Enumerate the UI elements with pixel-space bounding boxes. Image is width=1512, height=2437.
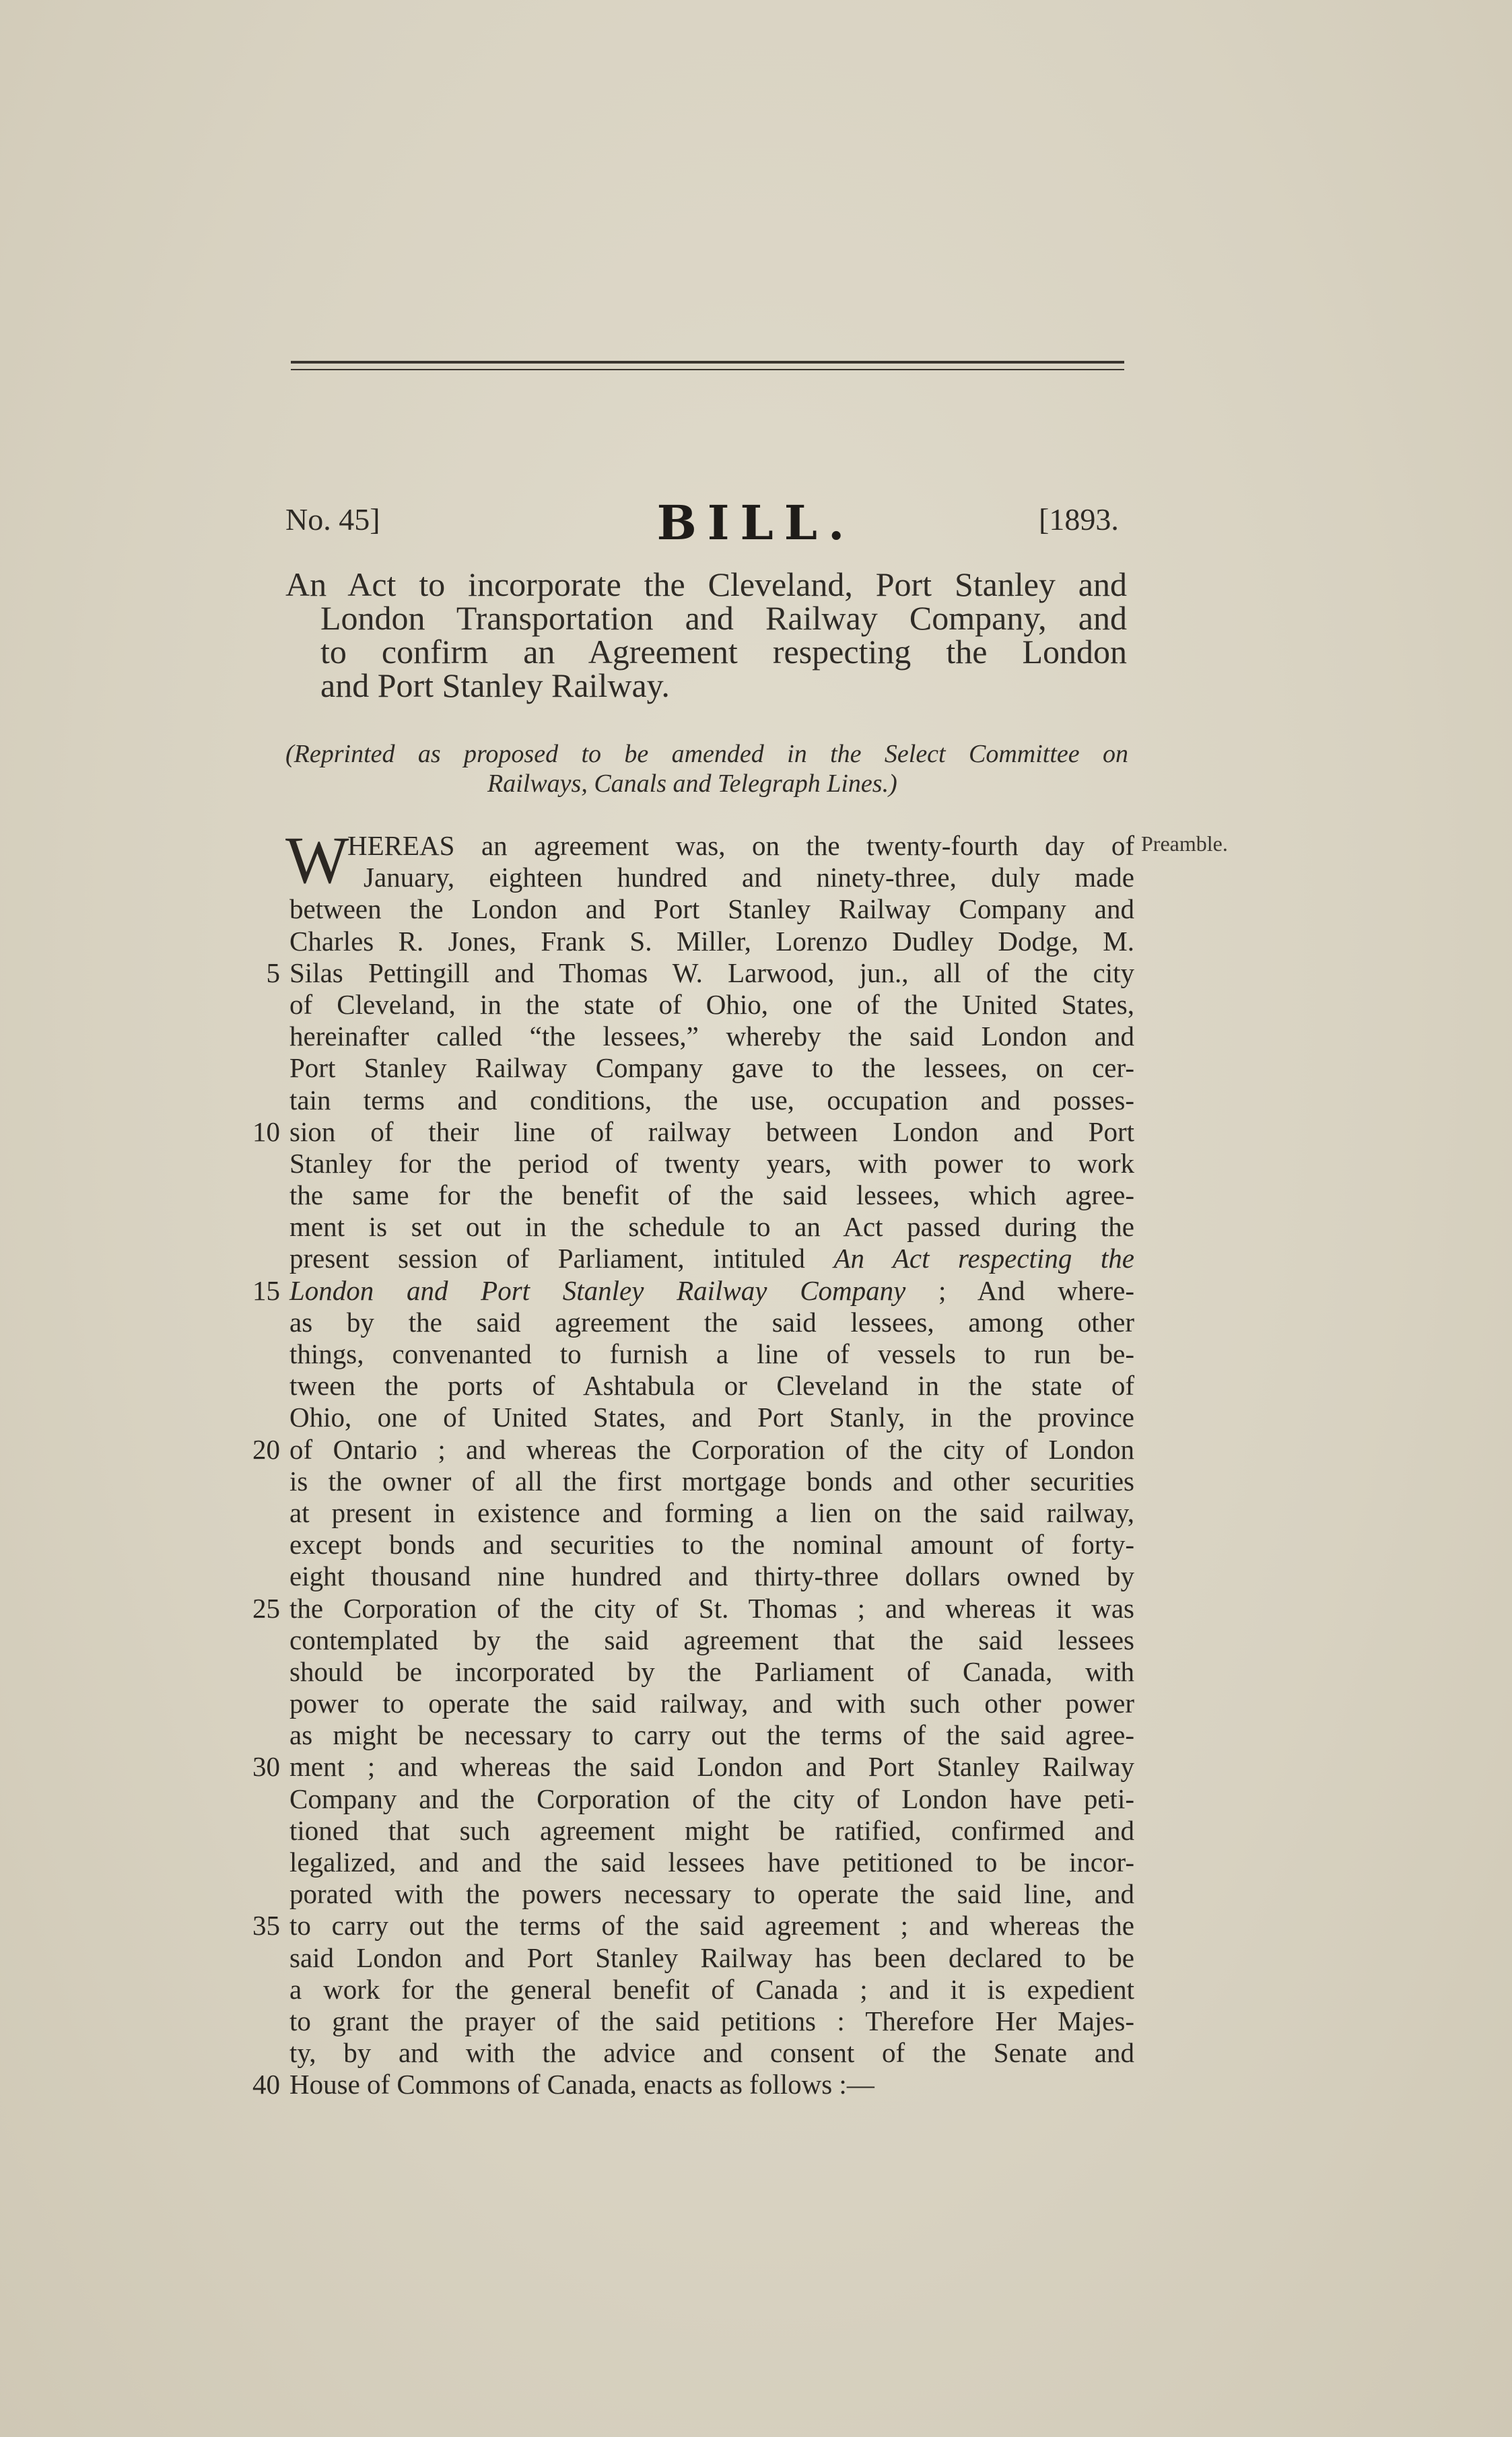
text-line — [252, 1910, 1134, 1942]
text-line-content: the Corporation of the city of St. Thomas ; and whereas it was — [289, 1592, 1134, 1624]
text-line — [252, 1751, 1134, 1783]
text-line: porated with the powers necessary to operate the said line, and — [289, 1878, 1134, 1910]
line-number: 35 — [252, 1910, 280, 1942]
drop-cap: W — [285, 823, 349, 897]
reprint-line: (Reprinted as proposed to be amended in the Select Committee on — [285, 740, 1128, 768]
text-line: as by the said agreement the said lessees, among other — [289, 1306, 1134, 1338]
act-title-line: London Transportation and Railway Company, and — [320, 599, 1127, 637]
text-line: contemplated by the said agreement that the said lessees — [289, 1624, 1134, 1655]
text-line — [266, 957, 1134, 989]
margin-note-preamble: Preamble. — [1141, 831, 1228, 856]
text-line: should be incorporated by the Parliament of Canada, with — [289, 1655, 1134, 1687]
line-number: 25 — [252, 1592, 280, 1624]
act-title — [285, 565, 1127, 704]
bill-heading: BILL. — [656, 495, 856, 551]
reprint-note — [285, 739, 1128, 798]
reprint-line: Railways, Canals and Telegraph Lines.) — [487, 769, 897, 798]
text-line-content: House of Commons of Canada, enacts as follows :— — [289, 2069, 874, 2100]
preamble-text — [252, 823, 1134, 2101]
text-line: tioned that such agreement might be ratified, confirmed and — [289, 1814, 1134, 1846]
text-line: to grant the prayer of the said petitions : Therefore Her Majes- — [289, 2005, 1134, 2036]
bill-number: No. 45] — [285, 502, 380, 537]
line-number: 10 — [252, 1115, 280, 1147]
text-line: hereinafter called “the lessees,” whereby the said London and — [289, 1021, 1134, 1052]
text-line: tween the ports of Ashtabula or Cleveland in the state of — [289, 1370, 1134, 1402]
line-number: 40 — [252, 2069, 280, 2100]
text-line: power to operate the said railway, and with such other power — [289, 1688, 1134, 1719]
text-line: except bonds and securities to the nominal amount of forty- — [289, 1529, 1134, 1560]
text-line: Ohio, one of United States, and Port Stanly, in the province — [289, 1402, 1134, 1433]
text-line-content: of Ontario ; and whereas the Corporation of the city of London — [289, 1433, 1134, 1465]
line-number: 15 — [252, 1274, 280, 1306]
text-line: Port Stanley Railway Company gave to the lessees, on cer- — [289, 1052, 1134, 1084]
text-line-content: present session of Parliament, intituled — [289, 1243, 805, 1274]
line-number: 30 — [252, 1751, 280, 1783]
text-line — [252, 2069, 1134, 2100]
text-line-content: ; And where- — [905, 1274, 1134, 1306]
text-line: legalized, and and the said lessees have petitioned to be incor- — [289, 1847, 1134, 1878]
text-line: is the owner of all the first mortgage bonds and other securities — [289, 1465, 1134, 1497]
header-rule-thin — [291, 369, 1124, 370]
header-rule-thick — [291, 361, 1124, 364]
act-title-line: to confirm an Agreement respecting the London — [320, 633, 1127, 671]
text-line: January, eighteen hundred and ninety-three, duly made — [364, 862, 1134, 893]
act-citation: London and Port Stanley Railway Company — [289, 1274, 906, 1306]
text-line-content: to carry out the terms of the said agreement ; and whereas the — [289, 1910, 1134, 1942]
text-line: the same for the benefit of the said lessees, which agree- — [289, 1179, 1134, 1211]
text-line — [252, 1592, 1134, 1624]
text-line: ty, by and with the advice and consent of the Senate and — [289, 2037, 1134, 2069]
text-line: eight thousand nine hundred and thirty-three dollars owned by — [289, 1560, 1134, 1592]
text-line-content: Silas Pettingill and Thomas W. Larwood, jun., all of the city — [289, 957, 1134, 988]
text-line: a work for the general benefit of Canada ; and it is expedient — [289, 1973, 1134, 2005]
text-line: Charles R. Jones, Frank S. Miller, Lorenzo Dudley Dodge, M. — [289, 925, 1134, 957]
text-line: between the London and Port Stanley Railway Company and — [289, 893, 1134, 925]
text-line: of Cleveland, in the state of Ohio, one of the United States, — [289, 988, 1134, 1020]
act-title-line: and Port Stanley Railway. — [320, 666, 670, 704]
text-line: tain terms and conditions, the use, occupation and posses- — [289, 1084, 1134, 1115]
text-line: Company and the Corporation of the city of London have peti- — [289, 1783, 1134, 1814]
line-number: 5 — [266, 957, 280, 988]
text-line: said London and Port Stanley Railway has been declared to be — [289, 1942, 1134, 1973]
text-line — [289, 1243, 1134, 1274]
text-line: HEREAS an agreement was, on the twenty-fourth day of — [347, 830, 1134, 861]
act-title-line: An Act to incorporate the Cleveland, Port Stanley and — [285, 565, 1127, 603]
text-line: things, convenanted to furnish a line of vessels to run be- — [289, 1338, 1134, 1369]
text-line: Stanley for the period of twenty years, with power to work — [289, 1147, 1134, 1179]
text-line — [252, 1274, 1134, 1307]
text-line: at present in existence and forming a lien on the said railway, — [289, 1497, 1134, 1528]
line-number: 20 — [252, 1433, 280, 1465]
text-line-content: ment ; and whereas the said London and Port Stanley Railway — [289, 1751, 1134, 1783]
text-line — [252, 1433, 1134, 1466]
text-line: ment is set out in the schedule to an Act passed during the — [289, 1211, 1134, 1243]
text-line: as might be necessary to carry out the terms of the said agree- — [289, 1719, 1134, 1751]
bill-year: [1893. — [1039, 502, 1119, 537]
text-line — [252, 1115, 1134, 1148]
text-line-content: sion of their line of railway between London and Port — [289, 1115, 1134, 1147]
act-citation: An Act respecting the — [833, 1243, 1134, 1274]
